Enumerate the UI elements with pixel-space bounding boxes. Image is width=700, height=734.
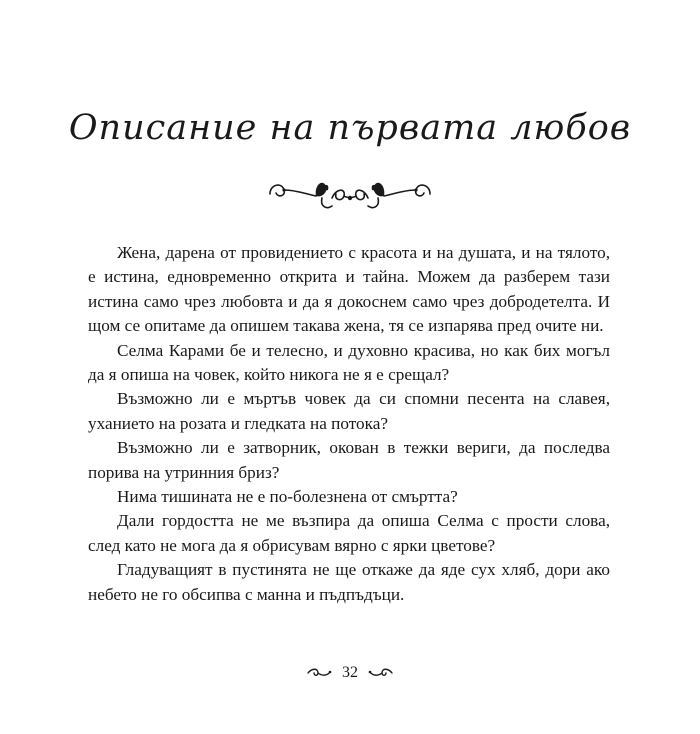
paragraph: Дали гордостта не ме възпира да опиша Селма с прости слова, след като не мога да я обрисувам вярно с ярки цветове? (88, 511, 610, 555)
swirl-ornament-icon (368, 666, 394, 680)
swirl-ornament-icon (306, 666, 332, 680)
paragraph: Нима тишината не е по-болезнена от смъртта? (117, 487, 458, 507)
chapter-title: Описание на първата любов (68, 108, 632, 148)
text-body (88, 241, 610, 607)
paragraph: Гладуващият в пустинята не ще откаже да яде сух хляб, дори ако небето не го обсипва с манна и пъдпъдъци. (88, 560, 610, 604)
paragraph: Възможно ли е мъртъв човек да си спомни песента на славея, уханието на розата и гледката на потока? (88, 389, 610, 433)
paragraph: Възможно ли е затворник, окован в тежки вериги, да последва порива на утринния бриз? (88, 438, 610, 482)
page-footer (0, 664, 700, 690)
floral-scroll-ornament-icon (262, 172, 438, 212)
page-number: 32 (342, 664, 358, 681)
paragraph: Селма Карами бе и телесно, и духовно красива, но как бих могъл да я опиша на човек, който никога не я е срещал? (88, 340, 610, 385)
paragraph: Жена, дарена от провидението с красота и на душата, и на тялото, е истина, едновременно открита и тайна. Можем да разберем тази истина само чрез любовта и да я докоснем само чрез добродетелта. И щом се опитаме да опишем такава жена, тя се изпарява пред очите ни. (88, 243, 610, 336)
